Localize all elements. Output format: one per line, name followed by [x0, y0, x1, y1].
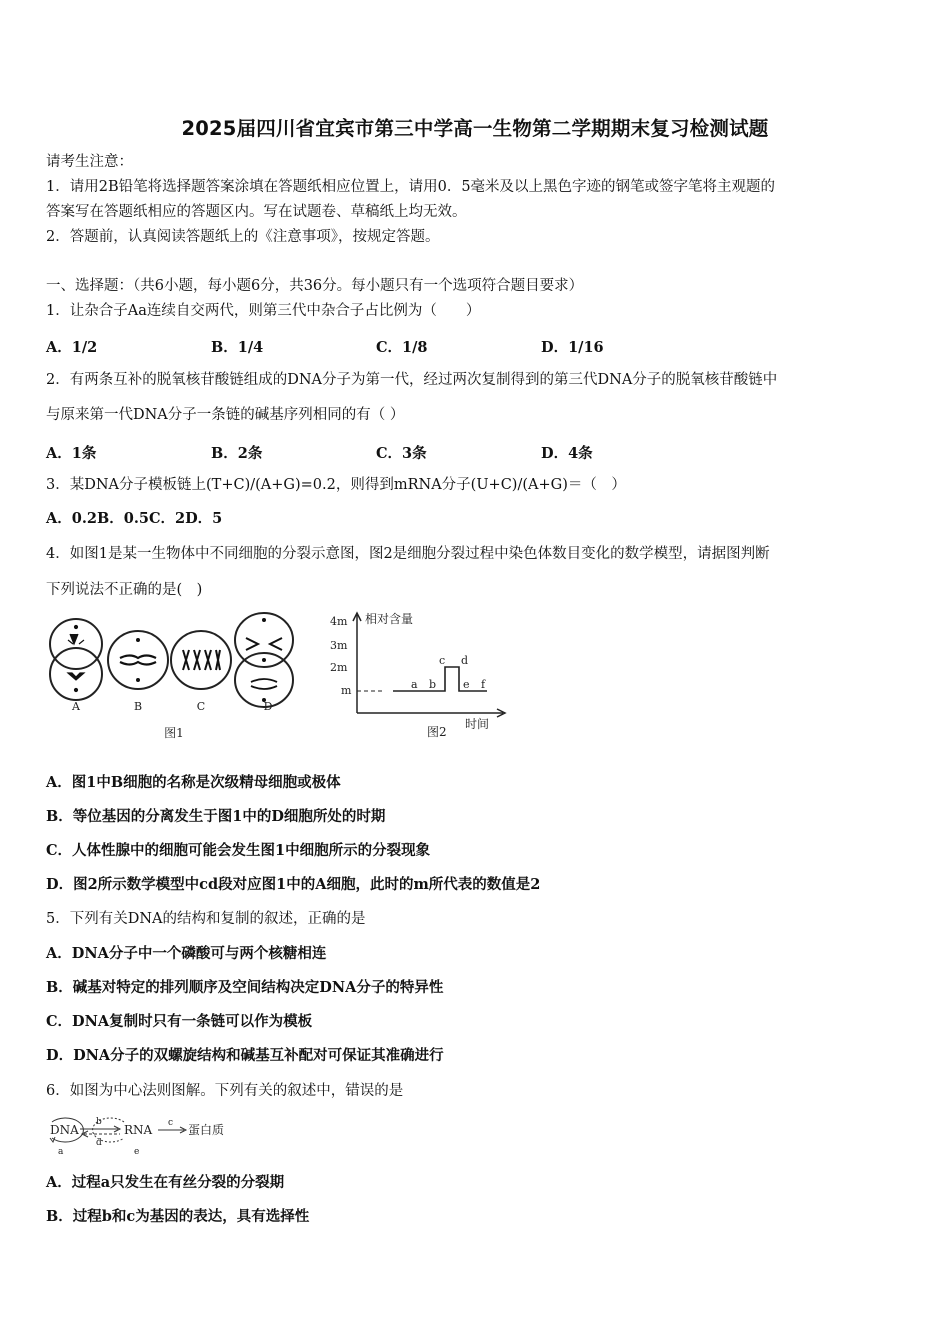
q5-option-c: C．DNA复制时只有一条链可以作为模板 [46, 1013, 313, 1030]
central-dogma-diagram [44, 1112, 244, 1158]
q2-option-b: B．2条 [211, 445, 263, 462]
q5-stem: 5．下列有关DNA的结构和复制的叙述，正确的是 [46, 911, 366, 927]
q4-option-b: B．等位基因的分离发生于图1中的D细胞所处的时期 [46, 808, 386, 825]
q4-option-a: A．图1中B细胞的名称是次级精母细胞或极体 [46, 774, 341, 791]
figure-1-cell-division [46, 610, 306, 745]
central-dogma-d: d [96, 1138, 102, 1148]
notice-line-1b: 答案写在答题纸相应的答题区内。写在试题卷、草稿纸上均无效。 [46, 204, 467, 220]
fig1-label-d: D [263, 700, 273, 713]
fig1-caption: 图1 [164, 726, 184, 740]
q4-stem: 4．如图1是某一生物体中不同细胞的分裂示意图，图2是细胞分裂过程中染色体数目变化的数学模型，请据图判断 [46, 546, 770, 562]
q1-option-b: B．1/4 [211, 339, 264, 356]
q1-option-a: A．1/2 [46, 339, 98, 356]
cell-a-lower [50, 648, 102, 700]
q3-options: A．0.2B．0.5C．2D．5 [46, 510, 223, 527]
section-heading: 一、选择题：（共6小题，每小题6分，共36分。每小题只有一个选项符合题目要求） [46, 278, 584, 294]
fig2-ytick-m: m [341, 684, 352, 697]
notice-line-1: 1．请用2B铅笔将选择题答案涂填在答题纸相应位置上，请用0．5毫米及以上黑色字迹的钢笔或签字笔将主观题的 [46, 179, 776, 195]
q1-option-c: C．1/8 [376, 339, 428, 356]
q2-options [46, 442, 706, 463]
q4-option-d: D．图2所示数学模型中cd段对应图1中的A细胞，此时的m所代表的数值是2 [46, 876, 541, 893]
central-dogma-rna: RNA [124, 1123, 153, 1137]
cell-c [171, 631, 231, 689]
q6-option-a: A．过程a只发生在有丝分裂的分裂期 [46, 1174, 285, 1191]
fig2-caption: 图2 [427, 725, 447, 739]
q2-option-c: C．3条 [376, 445, 427, 462]
fig2-point-a: a [411, 678, 418, 691]
q1-options [46, 336, 706, 357]
fig2-point-b: b [429, 678, 437, 691]
fig2-x-label: 时间 [465, 717, 490, 731]
fig1-label-a: A [72, 700, 80, 713]
fig2-ytick-4m: 4m [330, 615, 348, 628]
fig2-point-d: d [461, 654, 469, 667]
q3-stem: 3．某DNA分子模板链上(T+C)/(A+G)=0.2，则得到mRNA分子(U+C)/(A+G)＝（ ） [46, 477, 626, 493]
q6-stem: 6．如图为中心法则图解。下列有关的叙述中，错误的是 [46, 1083, 404, 1099]
fig1-label-b: B [133, 700, 143, 713]
notice-heading: 请考生注意： [46, 154, 133, 170]
q1-stem: 1．让杂合子Aa连续自交两代，则第三代中杂合子占比例为（ ） [46, 303, 481, 319]
central-dogma-protein: 蛋白质 [188, 1123, 225, 1137]
fig2-point-e: e [463, 678, 470, 691]
q5-option-b: B．碱基对特定的排列顺序及空间结构决定DNA分子的特异性 [46, 979, 444, 996]
fig2-ytick-2m: 2m [330, 661, 348, 674]
q4-stem-2: 下列说法不正确的是( ) [46, 582, 203, 598]
q5-option-d: D．DNA分子的双螺旋结构和碱基互补配对可保证其准确进行 [46, 1047, 444, 1064]
q2-stem-2: 与原来第一代DNA分子一条链的碱基序列相同的有（ ） [46, 407, 405, 423]
fig2-ytick-3m: 3m [330, 639, 348, 652]
exam-title: 2025届四川省宜宾市第三中学高一生物第二学期期末复习检测试题 [181, 117, 769, 140]
q4-option-c: C．人体性腺中的细胞可能会发生图1中细胞所示的分裂现象 [46, 842, 431, 859]
q2-option-d: D．4条 [541, 445, 593, 462]
q1-option-d: D．1/16 [541, 339, 604, 356]
q5-option-a: A．DNA分子中一个磷酸可与两个核糖相连 [46, 945, 327, 962]
fig2-line [393, 667, 487, 691]
q2-stem: 2．有两条互补的脱氧核苷酸链组成的DNA分子为第一代，经过两次复制得到的第三代DNA分子的脱氧核苷酸链中 [46, 372, 778, 388]
central-dogma-a: a [58, 1147, 64, 1157]
q6-option-b: B．过程b和c为基因的表达，具有选择性 [46, 1208, 310, 1225]
central-dogma-b: b [96, 1117, 102, 1127]
central-dogma-dna: DNA [50, 1123, 79, 1137]
figure-2-chromosome-model [325, 607, 515, 745]
fig2-point-f: f [481, 678, 486, 691]
fig2-point-c: c [439, 654, 446, 667]
q2-option-a: A．1条 [46, 445, 97, 462]
central-dogma-e: e [134, 1147, 140, 1157]
notice-line-2: 2．答题前，认真阅读答题纸上的《注意事项》，按规定答题。 [46, 229, 440, 245]
central-dogma-c: c [168, 1118, 174, 1128]
fig1-label-c: C [196, 700, 206, 713]
fig2-y-label: 相对含量 [365, 612, 414, 626]
